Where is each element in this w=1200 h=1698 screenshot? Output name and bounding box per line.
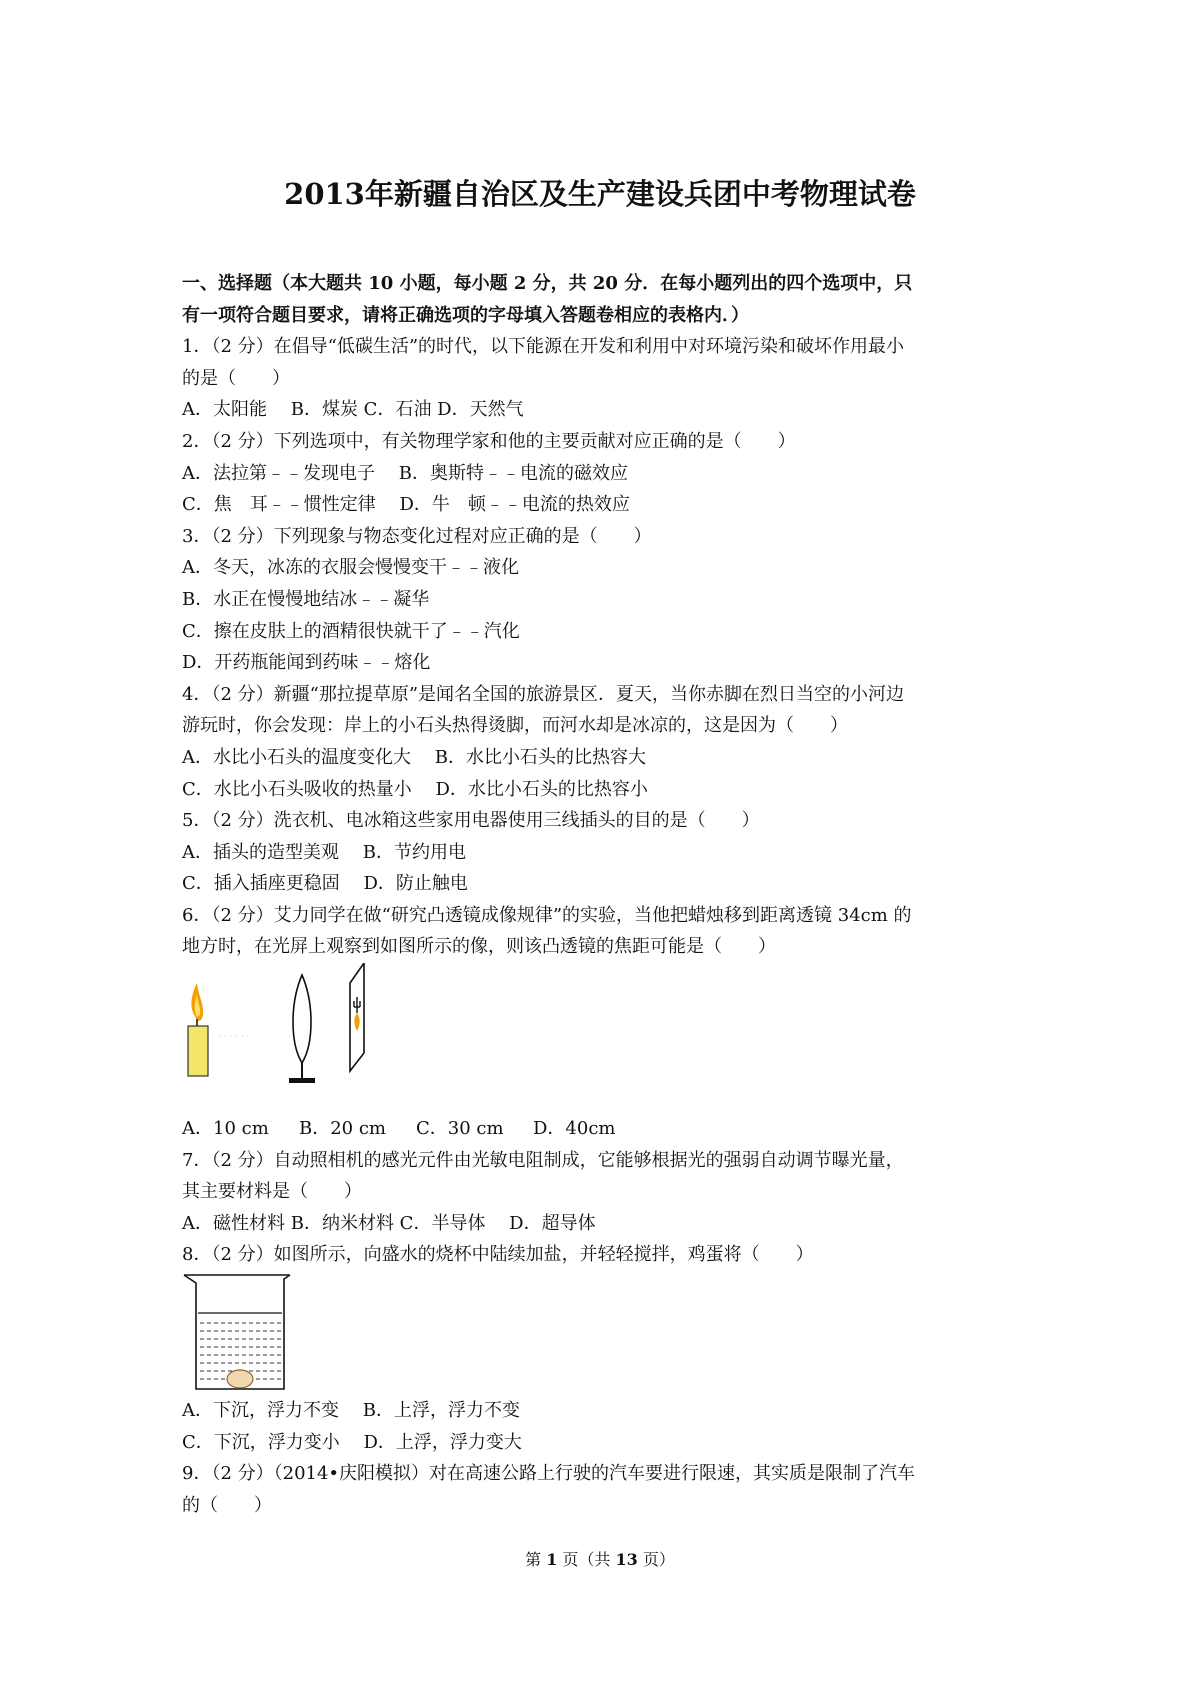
question-9-stem-cont: 的（ ）: [182, 1494, 272, 1516]
question-6-options: [182, 1113, 1062, 1145]
question-7-stem: 7．（2 分）自动照相机的感光元件由光敏电阻制成，它能够根据光的强弱自动调节曝光量，: [182, 1149, 904, 1171]
section-heading: 一、选择题（本大题共 10 小题，每小题 2 分，共 20 分．在每小题列出的四个选项中，只: [182, 273, 913, 294]
footer-total-pages: 13: [615, 1550, 638, 1569]
question-3-option-b: B．水正在慢慢地结冰﹣﹣凝华: [182, 588, 430, 610]
footer-suffix: 页）: [642, 1550, 675, 1569]
section-heading-cont: 有一项符合题目要求，请将正确选项的字母填入答题卷相应的表格内．）: [182, 304, 749, 326]
question-1-stem: 1．（2 分）在倡导“低碳生活”的时代，以下能源在开发和利用中对环境污染和破坏作用最小: [182, 336, 905, 358]
question-7-options: A．磁性材料 B．纳米材料 C．半导体 D．超导体: [182, 1212, 596, 1234]
question-8-options-ab: A．下沉，浮力不变 B．上浮，浮力不变: [182, 1400, 520, 1422]
question-6-option-a: A．10 cm: [182, 1118, 269, 1140]
svg-text:· · · · · ·: · · · · · ·: [218, 1032, 250, 1043]
question-2-stem: 2．（2 分）下列选项中，有关物理学家和他的主要贡献对应正确的是（ ）: [182, 430, 796, 452]
exam-content: [182, 268, 1062, 1521]
footer-middle: 页（共: [562, 1550, 611, 1569]
question-3-stem: 3．（2 分）下列现象与物态变化过程对应正确的是（ ）: [182, 525, 652, 547]
question-3-option-c: C．擦在皮肤上的酒精很快就干了﹣﹣汽化: [182, 620, 520, 642]
question-7-stem-cont: 其主要材料是（ ）: [182, 1181, 362, 1203]
question-8-stem: 8．（2 分）如图所示，向盛水的烧杯中陆续加盐，并轻轻搅拌，鸡蛋将（ ）: [182, 1244, 814, 1266]
question-4-options-cd: C．水比小石头吸收的热量小 D．水比小石头的比热容小: [182, 778, 648, 800]
screen-icon: [350, 963, 364, 1071]
exam-title: 2013年新疆自治区及生产建设兵团中考物理试卷: [284, 177, 916, 211]
question-1-options: A．太阳能 B．煤炭 C．石油 D．天然气: [182, 399, 524, 421]
question-3-option-d: D．开药瓶能闻到药味﹣﹣熔化: [182, 652, 431, 674]
question-4-stem: 4．（2 分）新疆“那拉提草原”是闻名全国的旅游景区．夏天，当你赤脚在烈日当空的小河边: [182, 683, 905, 705]
question-9-stem: 9．（2 分）（2014•庆阳模拟）对在高速公路上行驶的汽车要进行限速，其实质是限制了汽车: [182, 1463, 916, 1485]
egg-icon: [227, 1370, 253, 1388]
question-5-options-cd: C．插入插座更稳固 D．防止触电: [182, 873, 468, 895]
question-6-option-d: D．40cm: [533, 1118, 616, 1140]
candle-icon: [188, 983, 249, 1076]
question-3-option-a: A．冬天，冰冻的衣服会慢慢变干﹣﹣液化: [182, 557, 519, 579]
question-8-options-cd: C．下沉，浮力变小 D．上浮，浮力变大: [182, 1431, 522, 1453]
question-6-option-c: C．30 cm: [416, 1118, 504, 1140]
optics-diagram: [182, 963, 442, 1113]
question-6-option-b: B．20 cm: [299, 1118, 387, 1140]
lens-icon: [289, 975, 315, 1083]
footer-prefix: 第: [525, 1550, 542, 1569]
question-5-options-ab: A．插头的造型美观 B．节约用电: [182, 841, 466, 863]
footer-page-number: 1: [546, 1550, 558, 1569]
question-5-stem: 5．（2 分）洗衣机、电冰箱这些家用电器使用三线插头的目的是（ ）: [182, 810, 760, 832]
candle-lens-screen-figure: [182, 963, 1062, 1113]
beaker-diagram: [182, 1271, 302, 1395]
question-4-stem-cont: 游玩时，你会发现：岸上的小石头热得烫脚，而河水却是冰凉的，这是因为（ ）: [182, 715, 848, 737]
question-6-stem: 6．（2 分）艾力同学在做“研究凸透镜成像规律”的实验，当他把蜡烛移到距离透镜 34cm 的: [182, 904, 912, 926]
question-1-stem-cont: 的是（ ）: [182, 367, 290, 389]
question-2-options-ab: A．法拉第﹣﹣发现电子 B．奥斯特﹣﹣电流的磁效应: [182, 462, 628, 484]
question-6-stem-cont: 地方时，在光屏上观察到如图所示的像，则该凸透镜的焦距可能是（ ）: [182, 936, 776, 958]
page-footer: [0, 1547, 1200, 1570]
beaker-egg-figure: [182, 1271, 1062, 1395]
question-2-options-cd: C．焦 耳﹣﹣惯性定律 D．牛 顿﹣﹣电流的热效应: [182, 494, 630, 516]
question-4-options-ab: A．水比小石头的温度变化大 B．水比小石头的比热容大: [182, 746, 646, 768]
